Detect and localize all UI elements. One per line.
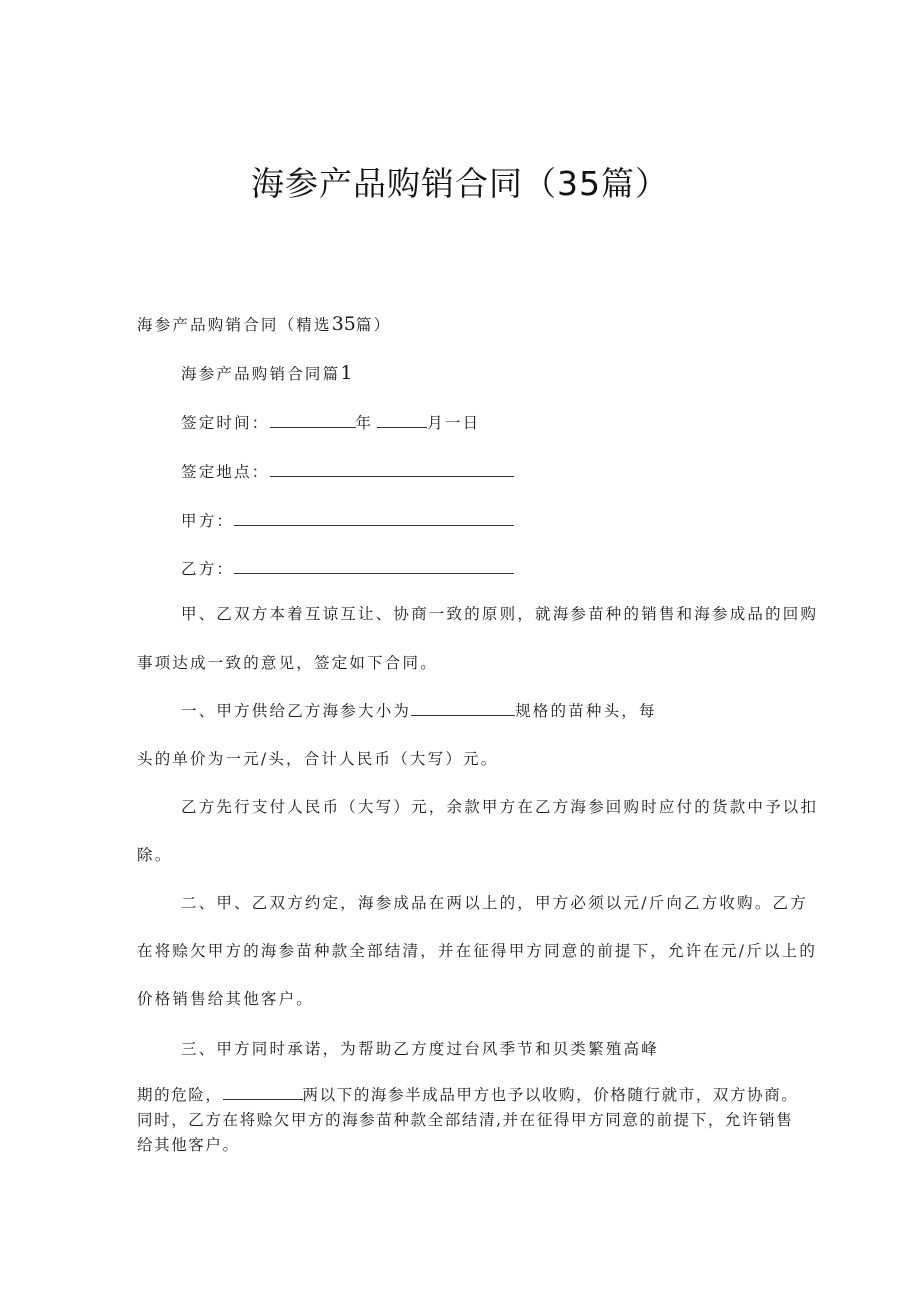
subtitle — [137, 313, 391, 335]
para4-line1: 二、甲、乙双方约定，海参成品在两以上的，甲方必须以元/斤向乙方收购。乙方 — [181, 894, 808, 912]
party-a-label: 甲方： — [181, 512, 235, 530]
sign-time-month-day: 月一日 — [427, 414, 481, 432]
sign-place-label: 签定地点： — [181, 463, 270, 481]
party-a-blank[interactable] — [234, 511, 514, 526]
sign-place-row — [181, 460, 514, 482]
sign-time-year: 年 — [355, 414, 374, 432]
section-number: 1 — [340, 362, 353, 384]
para2-line2: 头的单价为一元/头，合计人民币（大写）元。 — [137, 750, 499, 768]
spec-blank[interactable] — [411, 701, 515, 716]
para4-line3: 价格销售给其他客户。 — [137, 990, 315, 1008]
section-heading-text: 海参产品购销合同篇 — [181, 365, 341, 383]
party-b-blank[interactable] — [234, 559, 514, 574]
subtitle-suffix: 篇） — [355, 316, 392, 334]
para5-line4: 给其他客户。 — [137, 1136, 240, 1154]
para2-text-a: 一、甲方供给乙方海参大小为 — [181, 702, 412, 720]
para5-text-a: 期的危险， — [137, 1086, 223, 1104]
para3-line2: 除。 — [137, 846, 173, 864]
section-heading — [181, 362, 352, 384]
sign-time-row — [181, 411, 480, 433]
weight-blank[interactable] — [223, 1085, 303, 1100]
subtitle-number: 35 — [331, 313, 356, 335]
para2-text-b: 规格的苗种头，每 — [515, 702, 657, 720]
para1-line2: 事项达成一致的意见，签定如下合同。 — [137, 654, 438, 672]
party-b-row — [181, 557, 514, 579]
party-a-row — [181, 509, 514, 531]
document-title: 海参产品购销合同（35篇） — [251, 164, 669, 203]
para4-line2: 在将赊欠甲方的海参苗种款全部结清，并在征得甲方同意的前提下，允许在元/斤以上的 — [137, 942, 818, 960]
sign-month-blank[interactable] — [377, 413, 427, 428]
para5-line1: 三、甲方同时承诺，为帮助乙方度过台风季节和贝类繁殖高峰 — [181, 1040, 659, 1058]
sign-place-blank[interactable] — [270, 462, 514, 477]
para5-text-b: 两以下的海参半成品甲方也予以收购，价格随行就市，双方协商。 — [302, 1086, 799, 1104]
para3-line1: 乙方先行支付人民币（大写）元，余款甲方在乙方海参回购时应付的货款中予以扣 — [181, 798, 819, 816]
subtitle-prefix: 海参产品购销合同（精选 — [137, 316, 332, 334]
para1-line1: 甲、乙双方本着互谅互让、协商一致的原则，就海参苗种的销售和海参成品的回购 — [181, 605, 819, 623]
sign-year-blank[interactable] — [270, 413, 356, 428]
sign-time-label: 签定时间： — [181, 414, 270, 432]
para5-line3: 同时，乙方在将赊欠甲方的海参苗种款全部结清,并在征得甲方同意的前提下，允许销售 — [137, 1111, 794, 1129]
para5-line2 — [137, 1083, 798, 1105]
para2-line1 — [181, 699, 657, 721]
party-b-label: 乙方： — [181, 560, 235, 578]
